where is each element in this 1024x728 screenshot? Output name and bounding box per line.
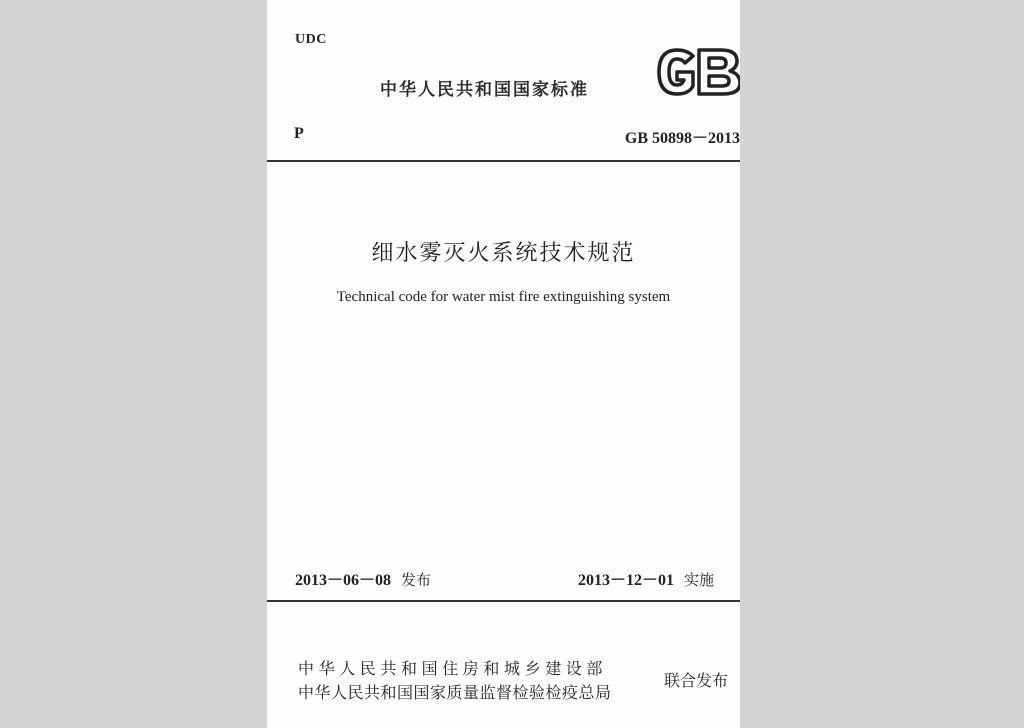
implementation-date-line [578, 567, 714, 590]
classification-code: P [294, 125, 304, 142]
udc-label: UDC [295, 32, 327, 47]
title-chinese: 细水雾灭火系统技术规范 [371, 241, 636, 266]
issue-date-line [295, 567, 431, 590]
publisher-administration: 中华人民共和国国家质量监督检验检疫总局 [298, 683, 612, 702]
implementation-label: 实施 [684, 571, 715, 589]
publisher-ministry: 中华人民共和国住房和城乡建设部 [298, 659, 608, 678]
issue-date: 2013－06－08 [295, 572, 392, 589]
gb-logo [651, 44, 740, 100]
implementation-date: 2013－12－01 [578, 572, 675, 589]
standard-type: 中华人民共和国国家标准 [380, 80, 589, 100]
joint-issue-label: 联合发布 [664, 671, 729, 690]
bottom-divider [267, 600, 740, 602]
issue-label: 发布 [401, 571, 432, 589]
title-english: Technical code for water mist fire extinguishing system [336, 289, 671, 305]
cover-page [267, 0, 740, 728]
gb-logo-icon [651, 44, 740, 100]
standard-number: GB 50898－2013 [624, 130, 740, 147]
top-divider [267, 160, 740, 162]
